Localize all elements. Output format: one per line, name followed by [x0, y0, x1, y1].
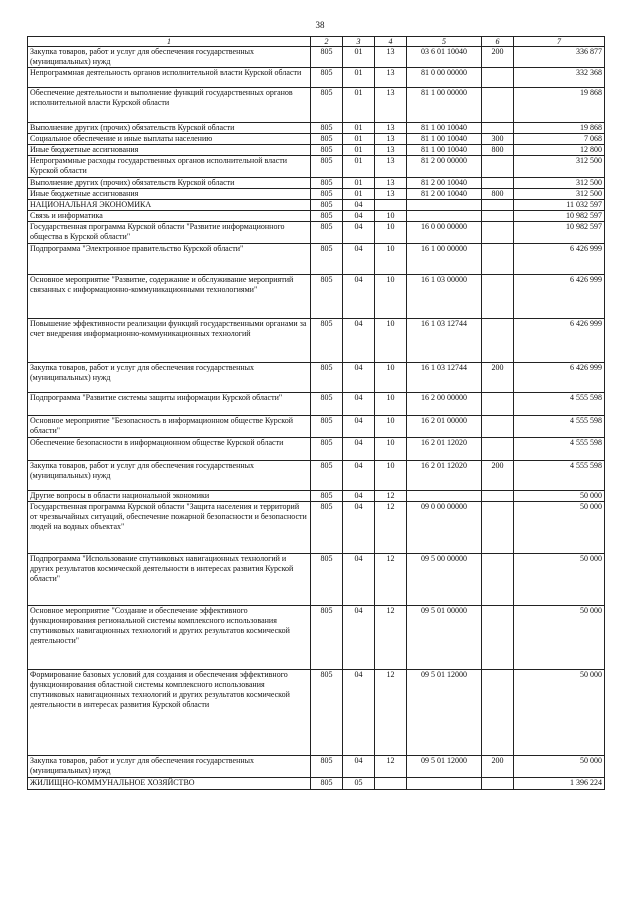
column-header: 1 — [28, 37, 311, 47]
cell-amount: 50 000 — [514, 756, 605, 778]
cell-subsection-code: 10 — [375, 211, 407, 222]
row-description: Другие вопросы в области национальной экономики — [28, 491, 311, 502]
cell-expense-type — [482, 222, 514, 244]
cell-subsection-code: 13 — [375, 134, 407, 145]
column-header: 4 — [375, 37, 407, 47]
cell-target-code: 09 0 00 00000 — [407, 502, 482, 554]
cell-amount: 6 426 999 — [514, 363, 605, 393]
cell-subsection-code: 10 — [375, 222, 407, 244]
cell-ministry-code: 805 — [311, 491, 343, 502]
table-row — [28, 393, 605, 416]
row-description: Выполнение других (прочих) обязательств Курской области — [28, 123, 311, 134]
cell-expense-type — [482, 502, 514, 554]
cell-ministry-code: 805 — [311, 47, 343, 68]
table-row — [28, 211, 605, 222]
row-description: Социальное обеспечение и иные выплаты населению — [28, 134, 311, 145]
row-description: Обеспечение безопасности в информационном обществе Курской области — [28, 438, 311, 461]
table-row — [28, 200, 605, 211]
row-description: Закупка товаров, работ и услуг для обеспечения государственных (муниципальных) нужд — [28, 363, 311, 393]
cell-amount: 19 868 — [514, 88, 605, 123]
cell-expense-type — [482, 156, 514, 178]
cell-target-code: 81 1 00 10040 — [407, 145, 482, 156]
cell-expense-type — [482, 778, 514, 790]
cell-target-code — [407, 211, 482, 222]
cell-expense-type: 200 — [482, 47, 514, 68]
row-description: Иные бюджетные ассигнования — [28, 189, 311, 200]
cell-amount: 19 868 — [514, 123, 605, 134]
cell-expense-type — [482, 88, 514, 123]
cell-subsection-code: 13 — [375, 88, 407, 123]
table-row — [28, 438, 605, 461]
cell-section-code: 04 — [343, 491, 375, 502]
row-description: Основное мероприятие "Безопасность в информационном обществе Курской области" — [28, 416, 311, 438]
cell-ministry-code: 805 — [311, 244, 343, 275]
cell-amount: 6 426 999 — [514, 244, 605, 275]
cell-ministry-code: 805 — [311, 756, 343, 778]
table-row — [28, 363, 605, 393]
cell-section-code: 04 — [343, 222, 375, 244]
cell-section-code: 01 — [343, 123, 375, 134]
table-row — [28, 416, 605, 438]
cell-amount: 50 000 — [514, 502, 605, 554]
cell-expense-type — [482, 319, 514, 363]
table-row — [28, 554, 605, 606]
table-row — [28, 319, 605, 363]
cell-amount: 50 000 — [514, 670, 605, 756]
cell-section-code: 01 — [343, 178, 375, 189]
row-description: ЖИЛИЩНО-КОММУНАЛЬНОЕ ХОЗЯЙСТВО — [28, 778, 311, 790]
row-description: Подпрограмма "Развитие системы защиты информации Курской области" — [28, 393, 311, 416]
row-description: Государственная программа Курской области "Защита населения и территорий от чрезвычайных ситуаций, обеспечение пожарной безопасности и безопасности людей на водных объектах" — [28, 502, 311, 554]
cell-ministry-code: 805 — [311, 211, 343, 222]
cell-target-code: 16 0 00 00000 — [407, 222, 482, 244]
row-description: Закупка товаров, работ и услуг для обеспечения государственных (муниципальных) нужд — [28, 461, 311, 491]
cell-section-code: 01 — [343, 134, 375, 145]
cell-expense-type: 200 — [482, 756, 514, 778]
cell-expense-type — [482, 670, 514, 756]
cell-ministry-code: 805 — [311, 222, 343, 244]
cell-target-code: 16 1 03 12744 — [407, 319, 482, 363]
cell-section-code: 01 — [343, 88, 375, 123]
cell-expense-type: 200 — [482, 461, 514, 491]
cell-section-code: 04 — [343, 244, 375, 275]
cell-expense-type — [482, 178, 514, 189]
cell-expense-type — [482, 438, 514, 461]
cell-section-code: 04 — [343, 554, 375, 606]
cell-subsection-code: 13 — [375, 178, 407, 189]
cell-section-code: 04 — [343, 416, 375, 438]
cell-subsection-code: 10 — [375, 244, 407, 275]
column-header: 3 — [343, 37, 375, 47]
cell-expense-type — [482, 606, 514, 670]
cell-amount: 312 500 — [514, 189, 605, 200]
cell-target-code: 16 1 03 00000 — [407, 275, 482, 319]
cell-target-code — [407, 200, 482, 211]
cell-target-code: 16 2 01 12020 — [407, 461, 482, 491]
table-row — [28, 778, 605, 790]
cell-section-code: 04 — [343, 502, 375, 554]
cell-section-code: 04 — [343, 275, 375, 319]
cell-ministry-code: 805 — [311, 200, 343, 211]
cell-ministry-code: 805 — [311, 363, 343, 393]
cell-target-code: 16 2 01 12020 — [407, 438, 482, 461]
cell-ministry-code: 805 — [311, 778, 343, 790]
cell-section-code: 04 — [343, 670, 375, 756]
cell-subsection-code: 13 — [375, 145, 407, 156]
cell-target-code: 81 2 00 10040 — [407, 178, 482, 189]
table-row — [28, 275, 605, 319]
cell-ministry-code: 805 — [311, 554, 343, 606]
cell-target-code: 16 1 00 00000 — [407, 244, 482, 275]
table-row — [28, 461, 605, 491]
cell-section-code: 04 — [343, 319, 375, 363]
cell-subsection-code: 10 — [375, 438, 407, 461]
row-description: Формирование базовых условий для создания и обеспечения эффективного функционирования областной системы комплексного использования спутниковых навигационных технологий и других результатов космической деятельности в интересах развития Курской области — [28, 670, 311, 756]
row-description: Непрограммная деятельность органов исполнительной власти Курской области — [28, 68, 311, 88]
cell-section-code: 04 — [343, 393, 375, 416]
table-row — [28, 156, 605, 178]
cell-amount: 50 000 — [514, 491, 605, 502]
cell-target-code: 81 0 00 00000 — [407, 68, 482, 88]
budget-table — [27, 36, 605, 790]
cell-subsection-code: 13 — [375, 156, 407, 178]
row-description: Закупка товаров, работ и услуг для обеспечения государственных (муниципальных) нужд — [28, 47, 311, 68]
cell-target-code: 09 5 01 12000 — [407, 670, 482, 756]
cell-subsection-code: 12 — [375, 554, 407, 606]
cell-ministry-code: 805 — [311, 123, 343, 134]
cell-section-code: 01 — [343, 156, 375, 178]
cell-expense-type — [482, 393, 514, 416]
cell-amount: 6 426 999 — [514, 275, 605, 319]
cell-expense-type — [482, 211, 514, 222]
cell-ministry-code: 805 — [311, 461, 343, 491]
table-row — [28, 145, 605, 156]
cell-section-code: 04 — [343, 200, 375, 211]
cell-target-code: 81 1 00 00000 — [407, 88, 482, 123]
cell-subsection-code: 13 — [375, 47, 407, 68]
cell-section-code: 04 — [343, 461, 375, 491]
cell-amount: 10 982 597 — [514, 211, 605, 222]
row-description: Выполнение других (прочих) обязательств Курской области — [28, 178, 311, 189]
cell-ministry-code: 805 — [311, 189, 343, 200]
cell-subsection-code: 10 — [375, 363, 407, 393]
cell-amount: 10 982 597 — [514, 222, 605, 244]
row-description: Подпрограмма "Электронное правительство Курской области" — [28, 244, 311, 275]
cell-target-code: 09 5 01 00000 — [407, 606, 482, 670]
cell-section-code: 04 — [343, 363, 375, 393]
column-header: 5 — [407, 37, 482, 47]
table-row — [28, 123, 605, 134]
cell-ministry-code: 805 — [311, 319, 343, 363]
table-row — [28, 244, 605, 275]
row-description: Непрограммные расходы государственных органов исполнительной власти Курской области — [28, 156, 311, 178]
cell-subsection-code: 13 — [375, 123, 407, 134]
cell-ministry-code: 805 — [311, 68, 343, 88]
cell-amount: 4 555 598 — [514, 438, 605, 461]
cell-target-code: 16 1 03 12744 — [407, 363, 482, 393]
cell-amount: 6 426 999 — [514, 319, 605, 363]
cell-expense-type: 800 — [482, 189, 514, 200]
cell-section-code: 01 — [343, 189, 375, 200]
cell-expense-type — [482, 68, 514, 88]
row-description: Закупка товаров, работ и услуг для обеспечения государственных (муниципальных) нужд — [28, 756, 311, 778]
table-row — [28, 670, 605, 756]
table-header-row — [28, 37, 605, 47]
cell-expense-type — [482, 275, 514, 319]
cell-expense-type — [482, 416, 514, 438]
cell-ministry-code: 805 — [311, 88, 343, 123]
table-row — [28, 756, 605, 778]
cell-amount: 12 800 — [514, 145, 605, 156]
cell-target-code: 81 1 00 10040 — [407, 134, 482, 145]
row-description: Подпрограмма "Использование спутниковых навигационных технологий и других результатов космической деятельности в интересах развития Курской области" — [28, 554, 311, 606]
cell-expense-type — [482, 244, 514, 275]
cell-ministry-code: 805 — [311, 393, 343, 416]
row-description: НАЦИОНАЛЬНАЯ ЭКОНОМИКА — [28, 200, 311, 211]
cell-amount: 312 500 — [514, 178, 605, 189]
cell-ministry-code: 805 — [311, 606, 343, 670]
row-description: Основное мероприятие "Развитие, содержание и обслуживание мероприятий связанных с информационно-коммуникационными технологиями" — [28, 275, 311, 319]
cell-section-code: 01 — [343, 68, 375, 88]
cell-amount: 11 032 597 — [514, 200, 605, 211]
cell-section-code: 01 — [343, 145, 375, 156]
cell-target-code: 09 5 01 12000 — [407, 756, 482, 778]
table-row — [28, 178, 605, 189]
cell-amount: 312 500 — [514, 156, 605, 178]
cell-amount: 50 000 — [514, 554, 605, 606]
cell-subsection-code: 10 — [375, 461, 407, 491]
cell-section-code: 04 — [343, 756, 375, 778]
cell-expense-type — [482, 200, 514, 211]
cell-target-code: 16 2 01 00000 — [407, 416, 482, 438]
cell-expense-type — [482, 491, 514, 502]
cell-subsection-code: 12 — [375, 606, 407, 670]
cell-expense-type — [482, 554, 514, 606]
table-row — [28, 491, 605, 502]
cell-target-code: 09 5 00 00000 — [407, 554, 482, 606]
cell-expense-type: 200 — [482, 363, 514, 393]
column-header: 6 — [482, 37, 514, 47]
cell-amount: 332 368 — [514, 68, 605, 88]
table-row — [28, 222, 605, 244]
cell-target-code: 81 2 00 00000 — [407, 156, 482, 178]
table-row — [28, 134, 605, 145]
cell-subsection-code: 10 — [375, 319, 407, 363]
table-row — [28, 88, 605, 123]
table-row — [28, 47, 605, 68]
cell-expense-type — [482, 123, 514, 134]
cell-amount: 4 555 598 — [514, 393, 605, 416]
cell-ministry-code: 805 — [311, 156, 343, 178]
row-description: Обеспечение деятельности и выполнение функций государственных органов исполнительной власти Курской области — [28, 88, 311, 123]
row-description: Основное мероприятие "Создание и обеспечение эффективного функционирования региональной системы комплексного использования спутниковых навигационных технологий и других результатов космической деятельности" — [28, 606, 311, 670]
row-description: Государственная программа Курской области "Развитие информационного общества в Курской области" — [28, 222, 311, 244]
cell-section-code: 04 — [343, 211, 375, 222]
cell-subsection-code — [375, 778, 407, 790]
row-description: Повышение эффективности реализации функций государственными органами за счет внедрения информационно-коммуникационных технологий — [28, 319, 311, 363]
table-row — [28, 68, 605, 88]
cell-subsection-code: 10 — [375, 393, 407, 416]
column-header: 2 — [311, 37, 343, 47]
cell-target-code: 16 2 00 00000 — [407, 393, 482, 416]
cell-section-code: 01 — [343, 47, 375, 68]
cell-target-code: 03 6 01 10040 — [407, 47, 482, 68]
row-description: Связь и информатика — [28, 211, 311, 222]
cell-ministry-code: 805 — [311, 178, 343, 189]
cell-target-code — [407, 491, 482, 502]
table-row — [28, 502, 605, 554]
cell-subsection-code: 12 — [375, 670, 407, 756]
cell-subsection-code: 12 — [375, 491, 407, 502]
cell-subsection-code: 13 — [375, 68, 407, 88]
cell-subsection-code: 12 — [375, 502, 407, 554]
cell-expense-type: 300 — [482, 134, 514, 145]
cell-amount: 4 555 598 — [514, 461, 605, 491]
cell-target-code: 81 1 00 10040 — [407, 123, 482, 134]
cell-section-code: 04 — [343, 606, 375, 670]
cell-amount: 50 000 — [514, 606, 605, 670]
table-row — [28, 189, 605, 200]
cell-section-code: 05 — [343, 778, 375, 790]
cell-subsection-code: 13 — [375, 189, 407, 200]
cell-ministry-code: 805 — [311, 438, 343, 461]
cell-amount: 7 068 — [514, 134, 605, 145]
cell-ministry-code: 805 — [311, 134, 343, 145]
column-header: 7 — [514, 37, 605, 47]
cell-subsection-code — [375, 200, 407, 211]
cell-amount: 4 555 598 — [514, 416, 605, 438]
cell-ministry-code: 805 — [311, 416, 343, 438]
cell-target-code — [407, 778, 482, 790]
cell-ministry-code: 805 — [311, 145, 343, 156]
cell-subsection-code: 12 — [375, 756, 407, 778]
cell-expense-type: 800 — [482, 145, 514, 156]
cell-amount: 336 877 — [514, 47, 605, 68]
row-description: Иные бюджетные ассигнования — [28, 145, 311, 156]
cell-subsection-code: 10 — [375, 416, 407, 438]
cell-ministry-code: 805 — [311, 670, 343, 756]
page-number: 38 — [315, 20, 325, 30]
cell-target-code: 81 2 00 10040 — [407, 189, 482, 200]
cell-ministry-code: 805 — [311, 275, 343, 319]
cell-section-code: 04 — [343, 438, 375, 461]
cell-subsection-code: 10 — [375, 275, 407, 319]
cell-ministry-code: 805 — [311, 502, 343, 554]
cell-amount: 1 396 224 — [514, 778, 605, 790]
table-body — [28, 47, 605, 790]
table-row — [28, 606, 605, 670]
